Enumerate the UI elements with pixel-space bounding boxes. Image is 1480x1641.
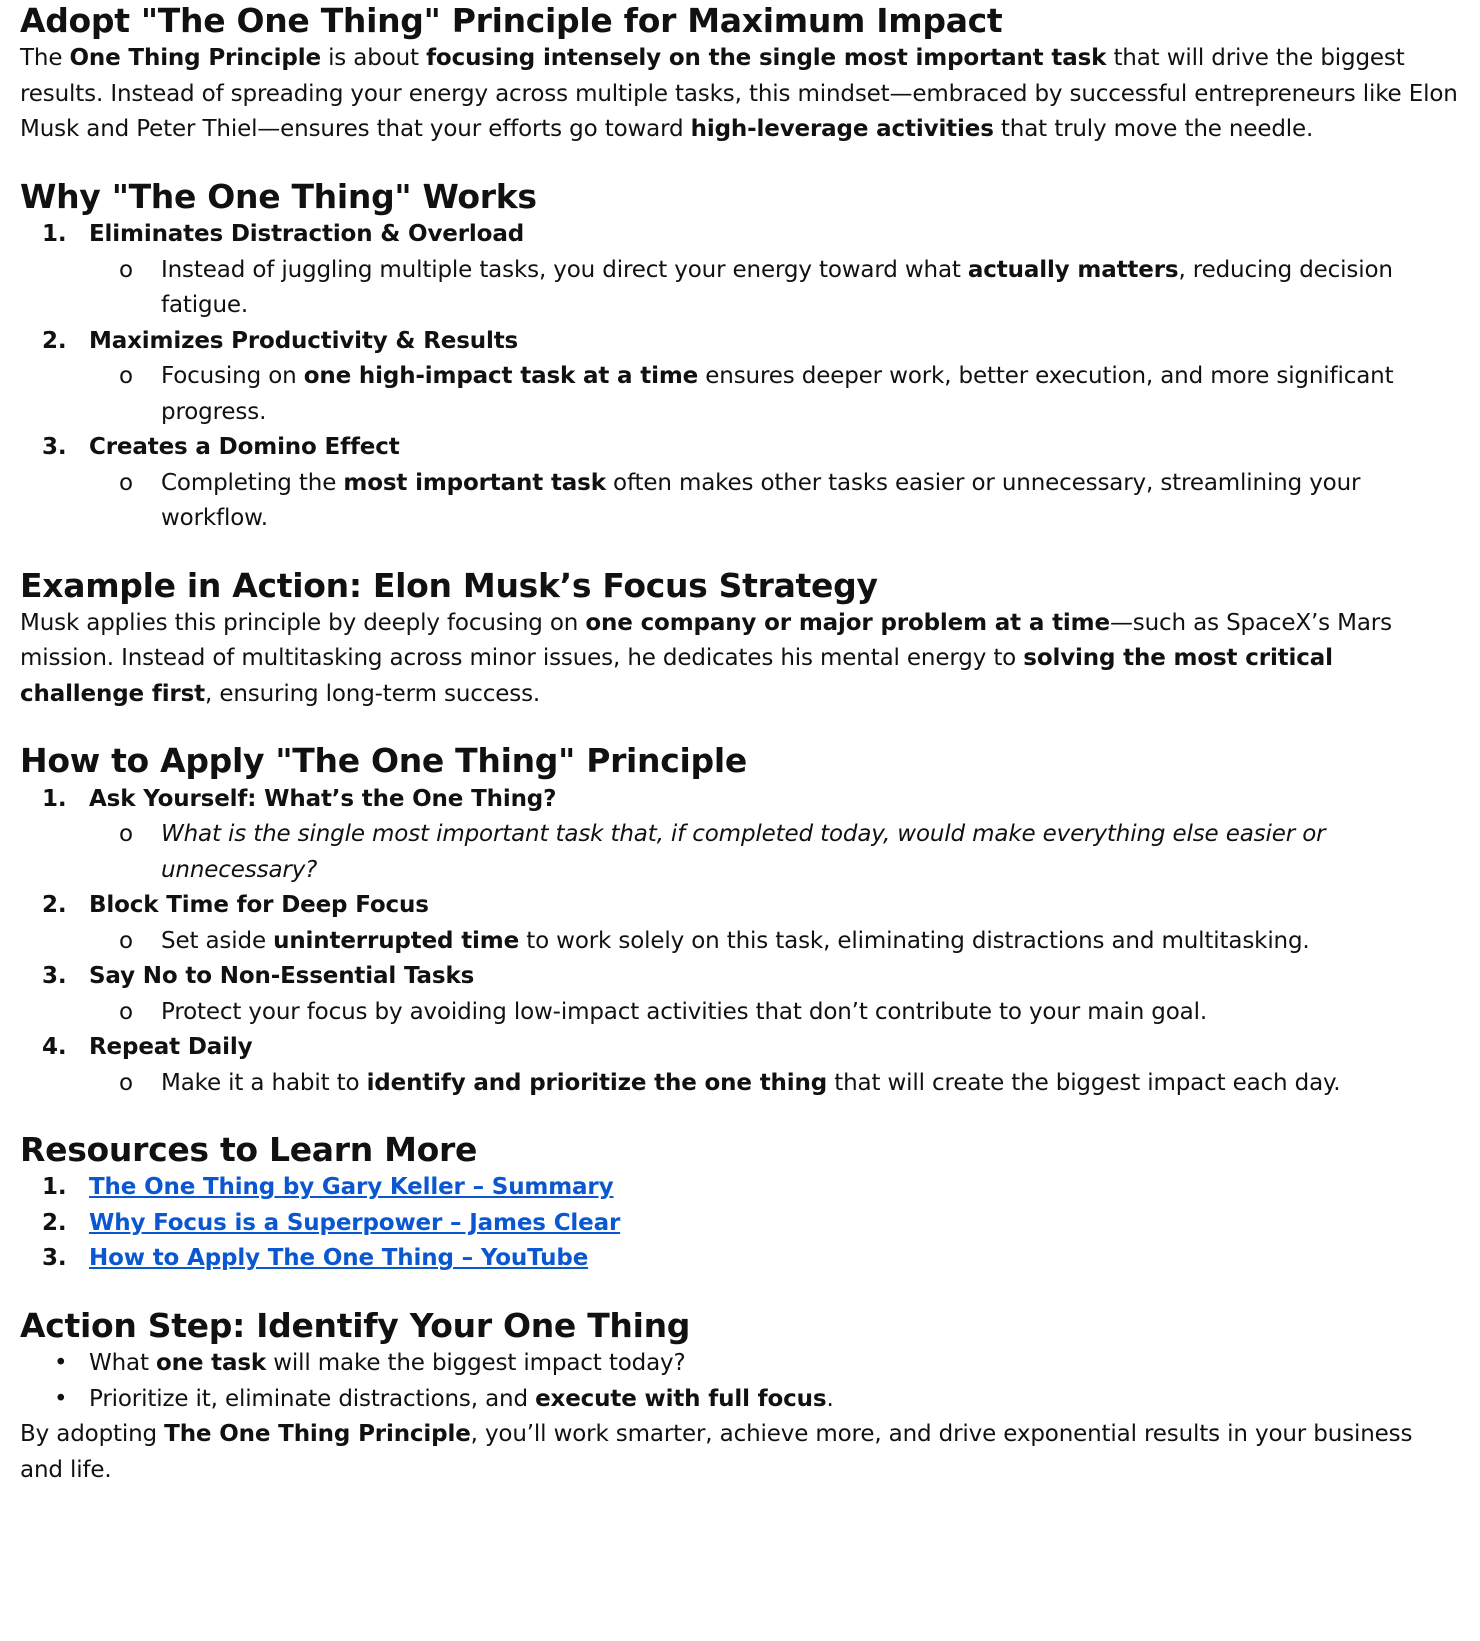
list-item — [20, 959, 1460, 1030]
list-number: 3. — [42, 434, 67, 460]
section-resources — [20, 1129, 1460, 1277]
text: that truly move the needle. — [993, 116, 1314, 143]
resources-list — [20, 1170, 1460, 1277]
bold-text: most important task — [343, 469, 606, 496]
intro-paragraph — [20, 41, 1460, 148]
sub-list-item — [89, 817, 1460, 888]
bold-text: solving the most critical challenge first — [20, 645, 1333, 707]
list-item — [20, 1030, 1460, 1101]
section-why — [20, 176, 1460, 537]
bold-text: one high-impact task at a time — [303, 363, 699, 389]
circle-bullet: o — [119, 1069, 133, 1096]
text: Focusing on — [161, 363, 304, 389]
sub-list-item — [89, 359, 1460, 430]
circle-bullet: o — [119, 363, 133, 389]
bullet-icon: • — [54, 1350, 68, 1376]
heading-why: Why "The One Thing" Works — [20, 176, 537, 216]
bullet-item — [20, 1382, 1460, 1418]
bold-text: execute with full focus — [535, 1385, 827, 1412]
resource-link-gary-keller[interactable]: The One Thing by Gary Keller – Summary — [89, 1174, 614, 1201]
text: that will drive the biggest results. Instead of spreading your energy across multiple tasks, this mindset—embraced by successful entrepreneurs like Elon Musk and Peter Thiel—ensures that your efforts go toward — [20, 45, 1458, 143]
list-number: 2. — [42, 892, 67, 918]
heading-action-step: Action Step: Identify Your One Thing — [20, 1305, 691, 1345]
text: By adopting — [20, 1421, 165, 1447]
resource-item — [20, 1170, 1460, 1206]
text: Make it a habit to — [161, 1069, 367, 1096]
list-item-title: Ask Yourself: What’s the One Thing? — [89, 785, 557, 812]
bold-text: one company or major problem at a time — [585, 609, 1110, 636]
heading-how: How to Apply "The One Thing" Principle — [20, 741, 747, 781]
list-item — [20, 217, 1460, 324]
heading-example: Example in Action: Elon Musk’s Focus Strategy — [20, 565, 878, 605]
bold-text: one task — [156, 1350, 267, 1376]
bold-text: actually matters — [967, 256, 1179, 283]
sub-list-item — [89, 995, 1460, 1031]
bullet-item — [20, 1346, 1460, 1382]
list-item-title: Repeat Daily — [89, 1034, 253, 1060]
list-item — [20, 782, 1460, 889]
text: Completing the — [161, 469, 344, 496]
text: , you’ll work smarter, achieve more, and drive exponential results in your business and life. — [20, 1421, 1413, 1483]
resource-link-youtube[interactable]: How to Apply The One Thing – YouTube — [89, 1245, 589, 1272]
sub-list-item — [89, 253, 1460, 324]
resource-link-james-clear[interactable]: Why Focus is a Superpower – James Clear — [89, 1209, 621, 1236]
text: often makes other tasks easier or unnecessary, streamlining your workflow. — [161, 469, 1361, 531]
section-how — [20, 740, 1460, 1101]
list-item-title: Maximizes Productivity & Results — [89, 327, 519, 354]
text: What — [89, 1350, 156, 1376]
sub-list-item — [89, 924, 1460, 960]
resource-item — [20, 1206, 1460, 1242]
bold-text: One Thing Principle — [69, 45, 321, 72]
list-number: 3. — [42, 1245, 67, 1272]
list-item — [20, 888, 1460, 959]
text: to work solely on this task, eliminating distractions and multitasking. — [519, 927, 1310, 954]
text: Prioritize it, eliminate distractions, and — [89, 1385, 536, 1412]
sub-list — [89, 253, 1460, 324]
action-bullets — [20, 1346, 1460, 1417]
section-adopt — [20, 0, 1460, 148]
heading-resources: Resources to Learn More — [20, 1130, 478, 1169]
text: , ensuring long-term success. — [205, 680, 541, 707]
how-list — [20, 782, 1460, 1102]
list-item — [20, 430, 1460, 537]
text: . — [826, 1385, 834, 1412]
sub-list — [89, 817, 1460, 888]
circle-bullet: o — [119, 927, 133, 954]
sub-list-item — [89, 1066, 1460, 1102]
bold-text: identify and prioritize the one thing — [366, 1069, 828, 1096]
list-number: 2. — [42, 327, 67, 354]
text: Musk applies this principle by deeply focusing on — [20, 609, 586, 636]
list-item-title: Say No to Non-Essential Tasks — [89, 963, 475, 989]
circle-bullet: o — [119, 256, 133, 283]
list-number: 4. — [42, 1034, 67, 1060]
text: Protect your focus by avoiding low-impact activities that don’t contribute to your main goal. — [161, 998, 1207, 1025]
text: —such as SpaceX’s Mars mission. Instead of multitasking across minor issues, he dedicates his mental energy to — [20, 609, 1392, 672]
section-example — [20, 565, 1460, 713]
heading-adopt: Adopt "The One Thing" Principle for Maximum Impact — [20, 1, 1003, 40]
sub-list — [89, 995, 1460, 1031]
sub-list — [89, 1066, 1460, 1102]
why-list — [20, 217, 1460, 537]
text: will make the biggest impact today? — [266, 1350, 686, 1376]
list-item — [20, 324, 1460, 431]
circle-bullet: o — [119, 469, 133, 496]
example-paragraph — [20, 606, 1460, 713]
list-number: 1. — [42, 221, 67, 247]
resource-item — [20, 1241, 1460, 1277]
text: is about — [320, 45, 427, 72]
list-number: 2. — [42, 1209, 67, 1236]
sub-list-item — [89, 466, 1460, 537]
list-item-title: Block Time for Deep Focus — [89, 892, 429, 918]
text: , reducing decision fatigue. — [161, 256, 1393, 318]
bold-text: high-leverage activities — [690, 116, 994, 143]
list-number: 3. — [42, 963, 67, 989]
closing-paragraph — [20, 1417, 1460, 1488]
bold-text: The One Thing Principle — [164, 1421, 471, 1447]
bold-text: focusing intensely on the single most important task — [426, 45, 1107, 72]
circle-bullet: o — [119, 821, 133, 847]
text: Set aside — [161, 927, 274, 954]
text: that will create the biggest impact each day. — [827, 1069, 1341, 1096]
text: ensures deeper work, better execution, and more significant progress. — [161, 363, 1394, 425]
circle-bullet: o — [119, 998, 133, 1025]
sub-list — [89, 359, 1460, 430]
text: The — [20, 45, 70, 72]
bullet-icon: • — [54, 1385, 68, 1412]
list-number: 1. — [42, 1174, 67, 1201]
bold-text: uninterrupted time — [273, 927, 520, 954]
list-item-title: Eliminates Distraction & Overload — [89, 221, 525, 247]
list-item-title: Creates a Domino Effect — [89, 434, 400, 460]
list-number: 1. — [42, 785, 67, 812]
sub-list — [89, 924, 1460, 960]
section-action-step — [20, 1305, 1460, 1488]
sub-list — [89, 466, 1460, 537]
text: Instead of juggling multiple tasks, you direct your energy toward what — [161, 256, 968, 283]
italic-text: What is the single most important task that, if completed today, would make everything else easier or unnecessary? — [161, 821, 1326, 883]
